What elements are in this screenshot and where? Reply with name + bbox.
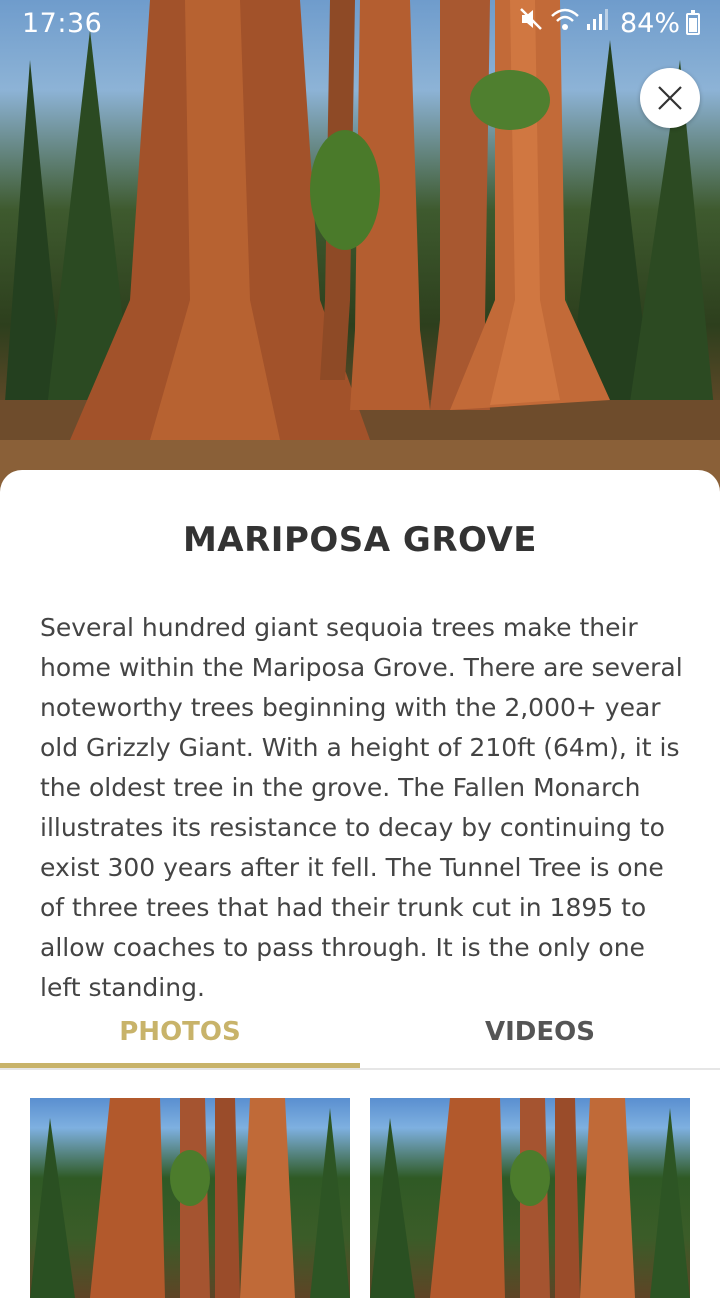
close-button[interactable] — [640, 68, 700, 128]
photo-grid — [0, 1098, 720, 1298]
status-icons — [518, 0, 700, 48]
mute-icon — [518, 0, 544, 48]
status-time: 17:36 — [22, 8, 103, 39]
wifi-icon — [550, 0, 580, 48]
battery-level: 84% — [619, 8, 680, 39]
sequoia-forest-photo — [0, 0, 720, 500]
detail-sheet — [0, 470, 720, 1280]
page-title: MARIPOSA GROVE — [182, 520, 538, 560]
close-icon — [656, 84, 684, 112]
tab-photos[interactable]: PHOTOS — [0, 1010, 360, 1068]
sequoia-photo-icon — [30, 1098, 350, 1298]
tab-videos[interactable]: VIDEOS — [485, 1017, 595, 1047]
battery-icon — [686, 13, 700, 35]
media-tabs — [0, 1010, 720, 1070]
description-text: Several hundred giant sequoia trees make their home within the Mariposa Grove. There are several noteworthy trees beginning with the 2,000+ year old Grizzly Giant. With a height of 210ft (64m), it is the oldest tree in the grove. The Fallen Monarch illustrates its resistance to decay by continuing to exist 300 years after it fell. The Tunnel Tree is one of three trees that had their trunk cut in 1895 to allow coaches to pass through. It is the only one left standing. — [40, 613, 683, 1002]
sequoia-photo-icon — [370, 1098, 690, 1298]
photo-thumbnail[interactable] — [370, 1098, 690, 1298]
hero-image — [0, 0, 720, 500]
photo-thumbnail[interactable] — [30, 1098, 350, 1298]
signal-icon — [586, 0, 610, 48]
status-bar — [0, 0, 720, 48]
